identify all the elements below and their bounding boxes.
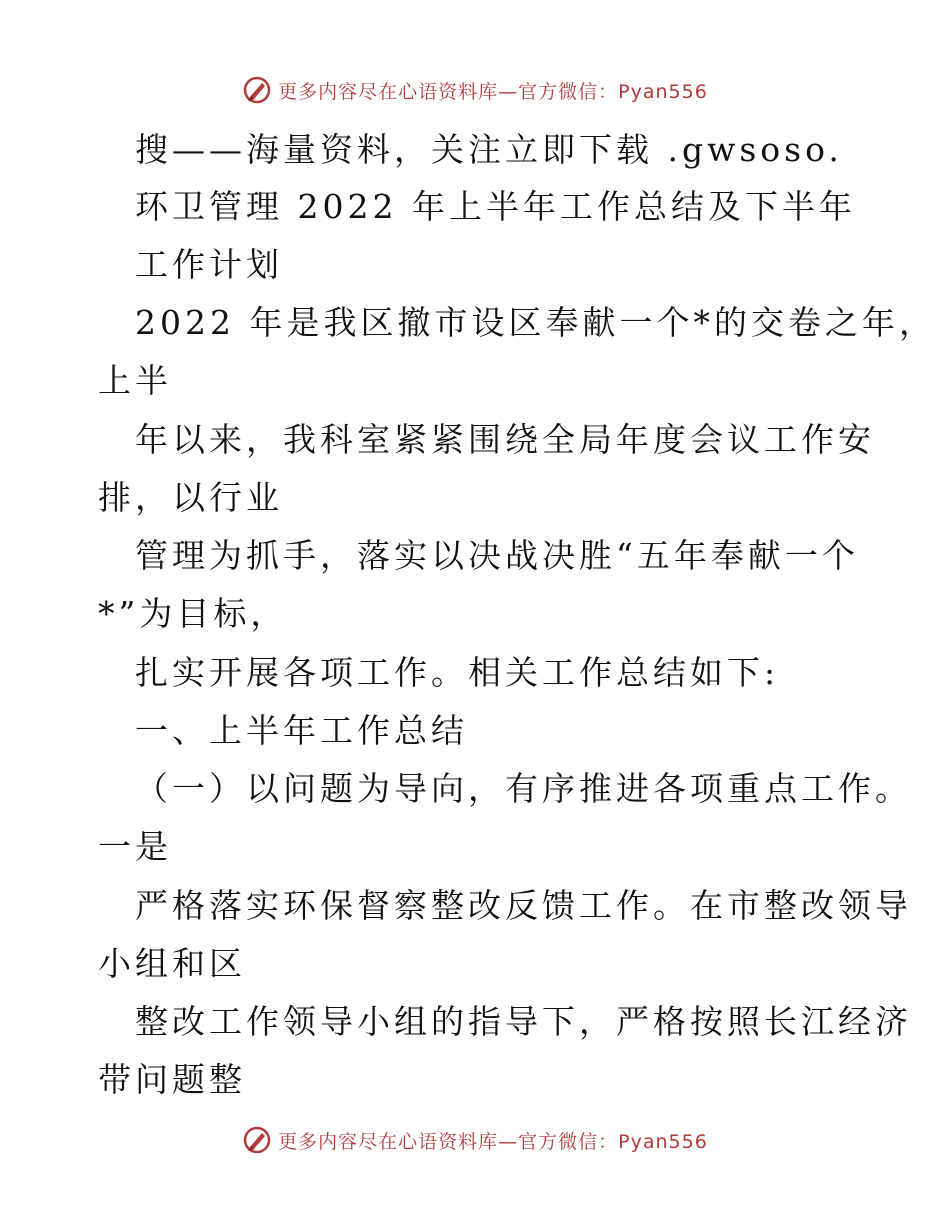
banner-dash: — [498,1130,519,1153]
section-heading: 一、上半年工作总结 [135,711,468,750]
banner-slogan: 更多内容尽在心语资料库 [278,1130,499,1153]
doc-line: 扎实开展各项工作。相关工作总结如下: [135,653,780,692]
doc-line: 小组和区 [98,944,246,983]
footer-watermark-banner [0,1120,950,1160]
doc-line: *”为目标， [98,594,288,633]
banner-wechat: 官方微信：Pyan556 [518,80,708,103]
banner-text [278,1127,708,1154]
doc-line: 整改工作领导小组的指导下，严格按照长江经济 [135,1002,912,1041]
doc-line: 排，以行业 [98,478,283,517]
doc-line: 一是 [98,827,172,866]
doc-line: 搜——海量资料，关注立即下载 .gwsoso. [135,130,843,169]
banner-slogan: 更多内容尽在心语资料库 [278,80,499,103]
doc-title-line: 环卫管理 2022 年上半年工作总结及下半年 [135,187,856,226]
doc-line: 管理为抓手，落实以决战决胜“五年奉献一个 [135,536,859,575]
doc-line: 上半 [98,361,172,400]
doc-line: （一）以问题为导向，有序推进各项重点工作。 [135,769,912,808]
banner-wechat: 官方微信：Pyan556 [518,1130,708,1153]
pen-logo-icon [242,1125,272,1155]
doc-line: 严格落实环保督察整改反馈工作。在市整改领导 [135,886,912,925]
doc-title-line: 工作计划 [135,245,283,284]
doc-line: 年以来，我科室紧紧围绕全局年度会议工作安 [135,420,875,459]
doc-line: 带问题整 [98,1060,246,1099]
banner-dash: — [498,80,519,103]
doc-line: 2022 年是我区撤市设区奉献一个*的交卷之年， [135,303,936,342]
